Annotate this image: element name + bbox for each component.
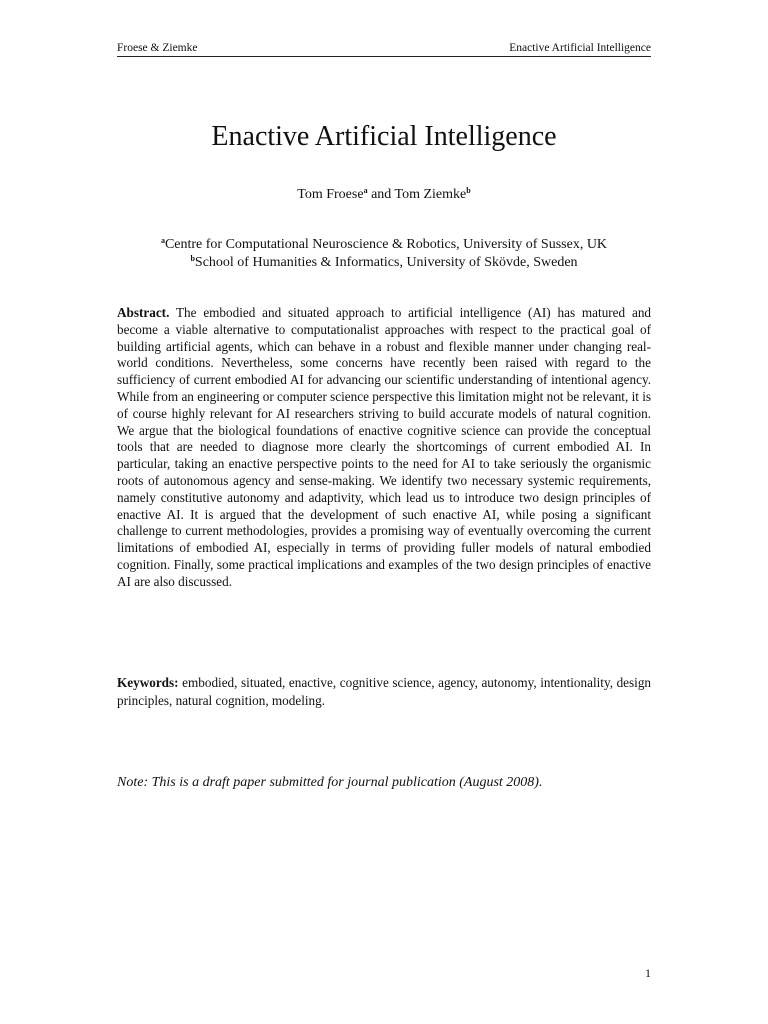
page-number: 1: [645, 966, 651, 980]
abstract-text: The embodied and situated approach to artificial intelligence (AI) has matured and become a viable alternative to computationalist approaches with respect to the practical goal of building artificial agents, which can behave in a robust and flexible manner under changing real-world conditions. Nevertheless, some concerns have recently been raised with regard to the sufficiency of current embodied AI for advancing our scientific understanding of intentional agency. While from an engineering or computer science perspective this limitation might not be relevant, it is of course highly relevant for AI researchers striving to build accurate models of natural cognition. We argue that the biological foundations of enactive cognitive science can provide the conceptual tools that are needed to diagnose more clearly the shortcomings of current embodied AI. In particular, taking an enactive perspective points to the need for AI to take seriously the organismic roots of autonomous agency and sense-making. We identify two necessary systemic requirements, namely constitutive autonomy and adaptivity, which lead us to introduce two design principles of enactive AI. It is argued that the development of such enactive AI, while posing a significant challenge to current methodologies, provides a promising way of eventually overcoming the current limitations of embodied AI, especially in terms of providing fuller models of natural embodied cognition. Finally, some practical implications and examples of the two design principles of enactive AI are also discussed.: [117, 305, 652, 589]
keywords: [117, 674, 651, 709]
affiliation-a: [0, 236, 768, 254]
header-authors: Froese & Ziemke: [117, 42, 198, 54]
running-header: [117, 42, 651, 57]
author-connector: and: [367, 187, 395, 202]
affiliations: [0, 236, 768, 272]
author-ziemke-sup: b: [466, 186, 471, 195]
affiliation-b-text: School of Humanities & Informatics, University of Skövde, Sweden: [194, 255, 578, 270]
author-line: [0, 186, 768, 204]
keywords-text: embodied, situated, enactive, cognitive science, agency, autonomy, intentionality, design principles, natural cognition, modeling.: [117, 675, 652, 708]
paper-title: Enactive Artificial Intelligence: [211, 121, 557, 152]
author-froese-sup: a: [363, 186, 368, 195]
abstract: [117, 305, 651, 591]
abstract-label: Abstract.: [117, 305, 170, 320]
keywords-label: Keywords:: [117, 675, 179, 690]
author-froese: Tom Froese: [297, 187, 364, 202]
header-title: Enactive Artificial Intelligence: [509, 42, 651, 54]
author-ziemke: Tom Ziemke: [394, 187, 467, 202]
draft-note: Note: This is a draft paper submitted for journal publication (August 2008).: [117, 775, 543, 790]
affiliation-a-sup: a: [160, 236, 165, 245]
affiliation-b: [0, 254, 768, 272]
affiliation-a-text: Centre for Computational Neuroscience & Robotics, University of Sussex, UK: [164, 237, 608, 252]
affiliation-b-sup: b: [190, 254, 195, 263]
